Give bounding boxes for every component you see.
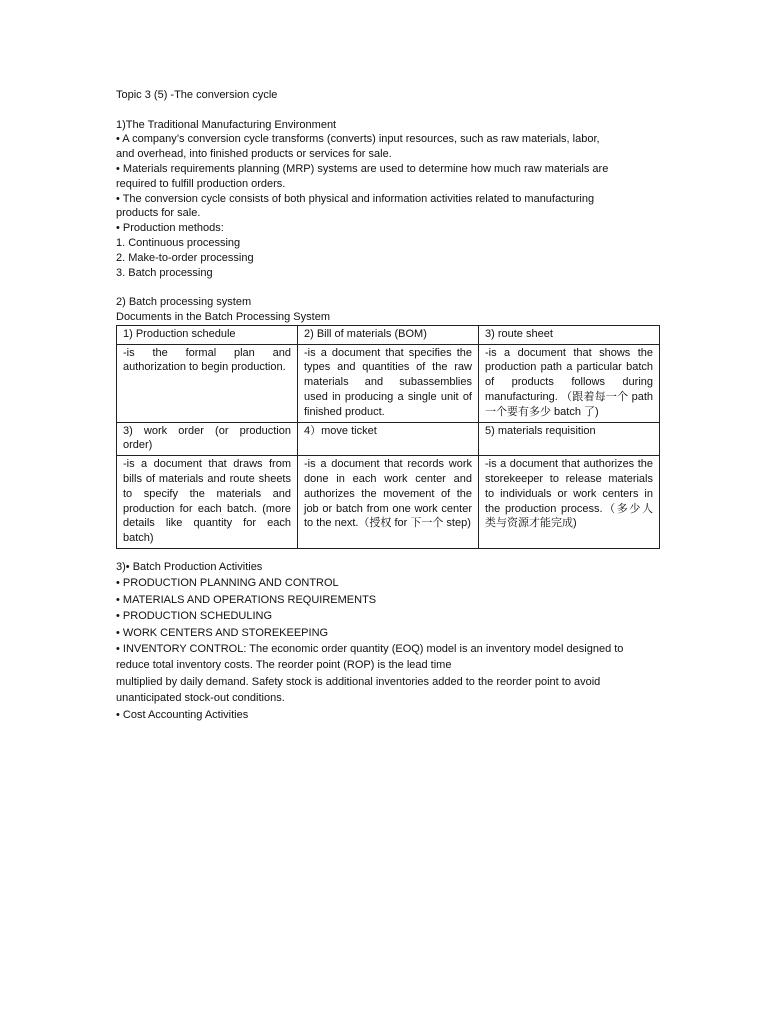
table-row bbox=[117, 344, 660, 422]
section1-line: 3. Batch processing bbox=[116, 266, 213, 279]
documents-table bbox=[116, 325, 660, 549]
section1-line: 1. Continuous processing bbox=[116, 236, 241, 249]
section3-line: • Cost Accounting Activities bbox=[116, 708, 249, 721]
table-row bbox=[117, 456, 660, 549]
table-header-cell: 3) work order (or production order) bbox=[117, 422, 298, 456]
table-cell: -is a document that specifies the types and quantities of the raw materials and subassemblies used in producing a single unit of finished product. bbox=[298, 344, 479, 422]
section3-line: • PRODUCTION PLANNING AND CONTROL bbox=[116, 577, 339, 590]
section3-line: unanticipated stock-out conditions. bbox=[116, 692, 285, 705]
section3-line: multiplied by daily demand. Safety stock is additional inventories added to the reorder point to avoid bbox=[116, 675, 601, 688]
section3-line: • MATERIALS AND OPERATIONS REQUIREMENTS bbox=[116, 593, 377, 606]
document-page bbox=[116, 88, 661, 723]
section2-subheading: Documents in the Batch Processing System bbox=[116, 310, 330, 323]
section3-line: • INVENTORY CONTROL: The economic order quantity (EOQ) model is an inventory model designed to bbox=[116, 642, 624, 655]
section1-heading: 1)The Traditional Manufacturing Environment bbox=[116, 118, 337, 131]
table-header-cell: 2) Bill of materials (BOM) bbox=[298, 325, 479, 344]
table-header-cell: 5) materials requisition bbox=[479, 422, 660, 456]
table-header-row bbox=[117, 325, 660, 344]
section3-line: reduce total inventory costs. The reorder point (ROP) is the lead time bbox=[116, 659, 452, 672]
section3-line: • WORK CENTERS AND STOREKEEPING bbox=[116, 626, 329, 639]
table-cell: -is the formal plan and authorization to begin production. bbox=[117, 344, 298, 422]
section2-heading: 2) Batch processing system bbox=[116, 296, 252, 309]
spacer bbox=[116, 280, 661, 295]
table-header-cell: 3) route sheet bbox=[479, 325, 660, 344]
table-cell: -is a document that authorizes the storekeeper to release materials to individuals or work centers in the production process.（多少人类与资源才能完成) bbox=[479, 456, 660, 549]
document-title: Topic 3 (5) -The conversion cycle bbox=[116, 89, 278, 101]
section1-line: • The conversion cycle consists of both physical and information activities related to manufacturing bbox=[116, 192, 595, 205]
section1-line: required to fulfill production orders. bbox=[116, 177, 286, 190]
section1-line: 2. Make-to-order processing bbox=[116, 251, 254, 264]
section3-heading: 3)• Batch Production Activities bbox=[116, 560, 263, 573]
table-cell: -is a document that shows the production path a particular batch of products follows during manufacturing. （跟着每一个 path 一个要有多少 batch 了) bbox=[479, 344, 660, 422]
section1-line: • A company’s conversion cycle transforms (converts) input resources, such as raw materials, labor, bbox=[116, 133, 600, 146]
section1-line: and overhead, into finished products or services for sale. bbox=[116, 148, 392, 161]
table-header-cell: 1) Production schedule bbox=[117, 325, 298, 344]
table-cell: -is a document that records work done in each work center and authorizes the movement of the job or batch from one work center to the next.（授权 for 下一个 step) bbox=[298, 456, 479, 549]
section1-line: products for sale. bbox=[116, 207, 201, 220]
spacer bbox=[116, 103, 661, 118]
section3 bbox=[116, 559, 661, 723]
section1-line: • Production methods: bbox=[116, 222, 224, 235]
table-header-cell: 4）move ticket bbox=[298, 422, 479, 456]
table-header-row bbox=[117, 422, 660, 456]
section1-line: • Materials requirements planning (MRP) systems are used to determine how much raw materials are bbox=[116, 162, 609, 175]
table-cell: -is a document that draws from bills of materials and route sheets to specify the materials and production for each batch. (more details like quantity for each batch) bbox=[117, 456, 298, 549]
section3-line: • PRODUCTION SCHEDULING bbox=[116, 610, 273, 623]
